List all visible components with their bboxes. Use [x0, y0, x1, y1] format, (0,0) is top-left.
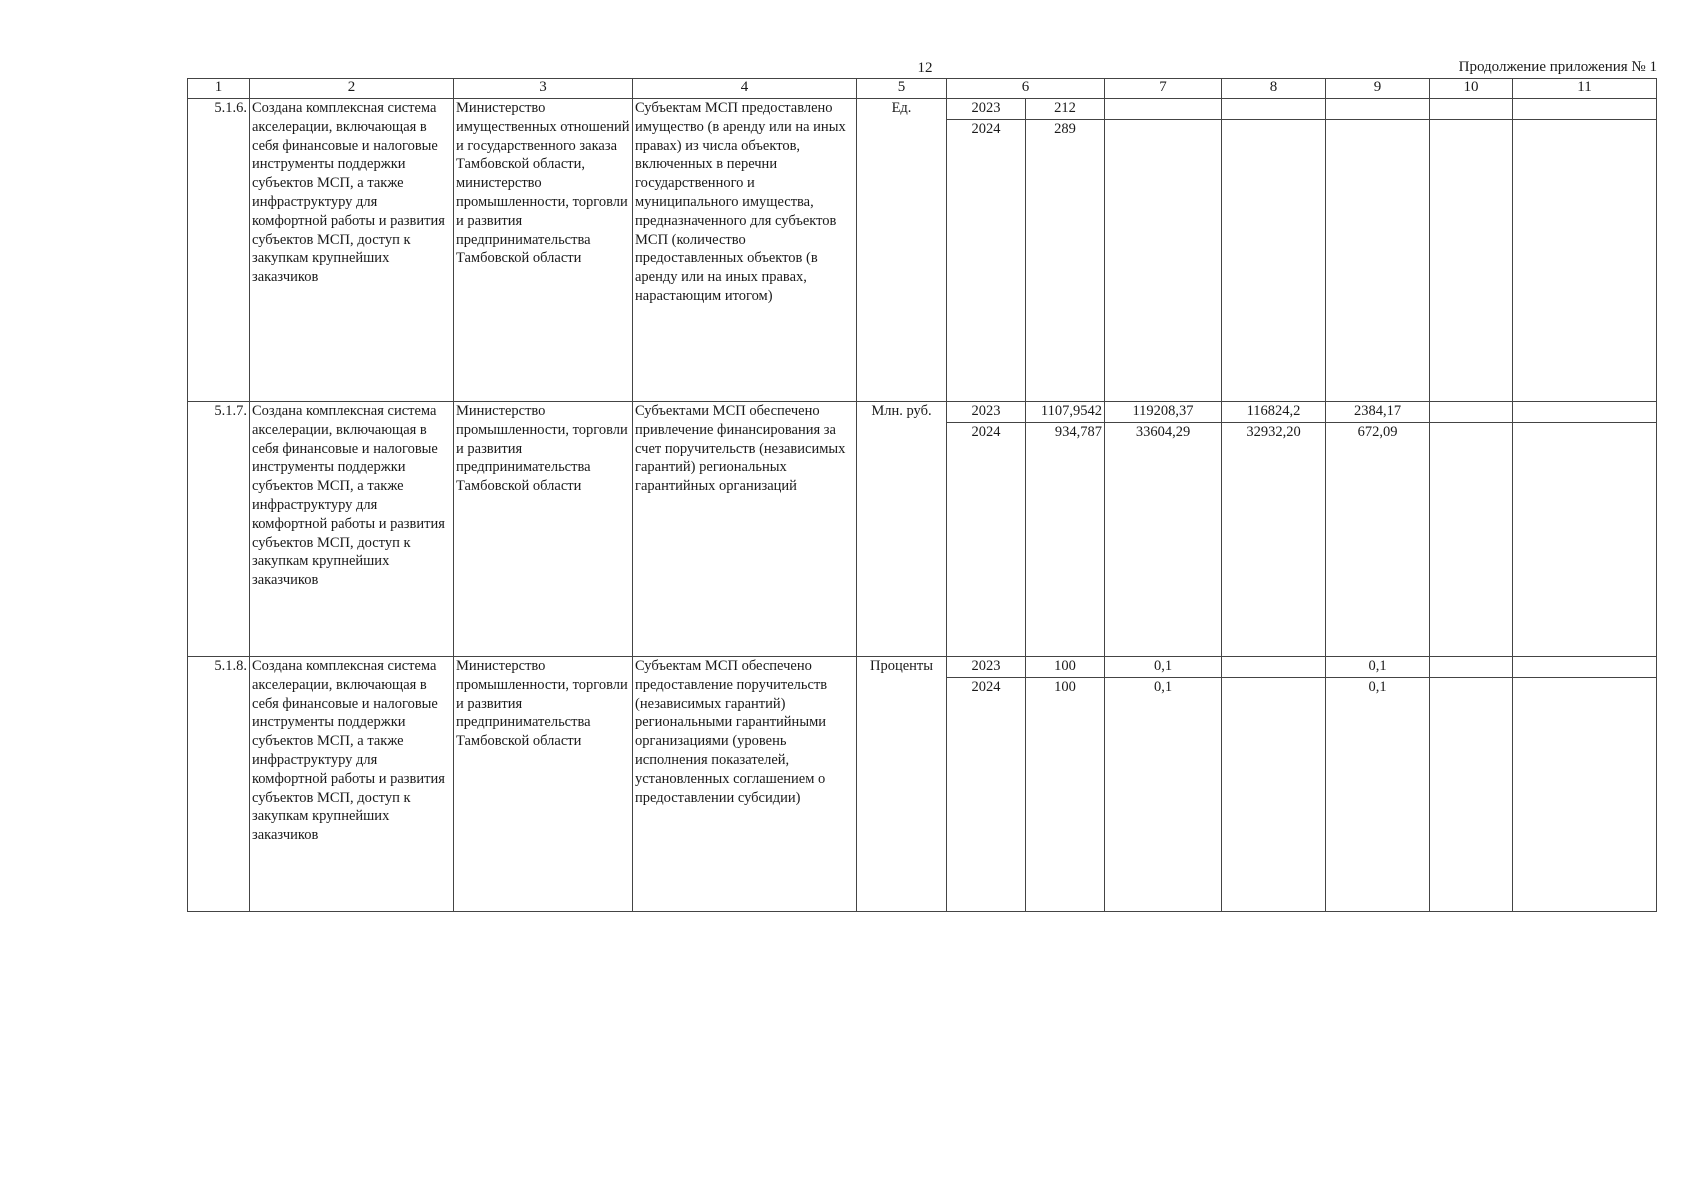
col-header-3: 3 [454, 79, 633, 99]
col9-cell: 0,1 [1326, 657, 1430, 678]
table-row [188, 99, 1657, 120]
col10-cell [1430, 402, 1513, 423]
year-cell: 2023 [947, 99, 1026, 120]
col10-cell [1430, 99, 1513, 120]
col10-cell [1430, 120, 1513, 402]
col7-cell: 33604,29 [1105, 423, 1222, 657]
col7-cell: 119208,37 [1105, 402, 1222, 423]
row-unit: Проценты [857, 657, 947, 912]
row-indicator: Субъектами МСП обеспечено привлечение финансирования за счет поручительств (независимых гарантий) региональных гарантийных организаций [633, 402, 857, 657]
col9-cell [1326, 99, 1430, 120]
col11-cell [1513, 120, 1657, 402]
col-header-11: 11 [1513, 79, 1657, 99]
year-cell: 2024 [947, 120, 1026, 402]
row-code: 5.1.6. [188, 99, 250, 402]
col8-cell [1222, 120, 1326, 402]
row-unit: Ед. [857, 99, 947, 402]
col-header-5: 5 [857, 79, 947, 99]
col11-cell [1513, 99, 1657, 120]
col-header-4: 4 [633, 79, 857, 99]
row-result: Создана комплексная система акселерации, включающая в себя финансовые и налоговые инструменты поддержки субъектов МСП, а также инфраструктуру для комфортной работы и развития субъектов МСП, доступ к закупкам крупнейших заказчиков [250, 657, 454, 912]
row-result: Создана комплексная система акселерации, включающая в себя финансовые и налоговые инструменты поддержки субъектов МСП, а также инфраструктуру для комфортной работы и развития субъектов МСП, доступ к закупкам крупнейших заказчиков [250, 402, 454, 657]
col-header-6: 6 [947, 79, 1105, 99]
row-code: 5.1.8. [188, 657, 250, 912]
value-cell: 1107,9542 [1026, 402, 1105, 423]
row-code: 5.1.7. [188, 402, 250, 657]
row-executor: Министерство имущественных отношений и государственного заказа Тамбовской области, министерство промышленности, торговли и развития предпринимательства Тамбовской области [454, 99, 633, 402]
col7-cell [1105, 99, 1222, 120]
year-cell: 2023 [947, 657, 1026, 678]
column-numbers-row [188, 79, 1657, 99]
year-cell: 2024 [947, 678, 1026, 912]
page-number: 12 [917, 60, 933, 76]
col9-cell: 2384,17 [1326, 402, 1430, 423]
col8-cell: 116824,2 [1222, 402, 1326, 423]
row-indicator: Субъектам МСП обеспечено предоставление поручительств (независимых гарантий) региональными гарантийными организациями (уровень исполнения показателей, установленных соглашением о предоставлении субсидии) [633, 657, 857, 912]
value-cell: 934,787 [1026, 423, 1105, 657]
col-header-8: 8 [1222, 79, 1326, 99]
col7-cell: 0,1 [1105, 678, 1222, 912]
col7-cell: 0,1 [1105, 657, 1222, 678]
col-header-2: 2 [250, 79, 454, 99]
row-indicator: Субъектам МСП предоставлено имущество (в аренду или на иных правах) из числа объектов, включенных в перечни государственного и муниципального имущества, предназначенного для субъектов МСП (количество предоставленных объектов (в аренду или на иных правах, нарастающим итогом) [633, 99, 857, 402]
col-header-1: 1 [188, 79, 250, 99]
year-cell: 2024 [947, 423, 1026, 657]
table-row [188, 402, 1657, 423]
value-cell: 289 [1026, 120, 1105, 402]
value-cell: 100 [1026, 678, 1105, 912]
col8-cell [1222, 678, 1326, 912]
col8-cell [1222, 657, 1326, 678]
col10-cell [1430, 423, 1513, 657]
row-executor: Министерство промышленности, торговли и развития предпринимательства Тамбовской области [454, 657, 633, 912]
col8-cell: 32932,20 [1222, 423, 1326, 657]
col9-cell [1326, 120, 1430, 402]
value-cell: 100 [1026, 657, 1105, 678]
indicators-table [187, 78, 1657, 912]
col-header-7: 7 [1105, 79, 1222, 99]
col11-cell [1513, 402, 1657, 423]
col9-cell: 0,1 [1326, 678, 1430, 912]
col-header-10: 10 [1430, 79, 1513, 99]
col7-cell [1105, 120, 1222, 402]
col11-cell [1513, 423, 1657, 657]
row-result: Создана комплексная система акселерации, включающая в себя финансовые и налоговые инструменты поддержки субъектов МСП, а также инфраструктуру для комфортной работы и развития субъектов МСП, доступ к закупкам крупнейших заказчиков [250, 99, 454, 402]
value-cell: 212 [1026, 99, 1105, 120]
col10-cell [1430, 657, 1513, 678]
col11-cell [1513, 678, 1657, 912]
col11-cell [1513, 657, 1657, 678]
continuation-label: Продолжение приложения № 1 [1458, 59, 1657, 75]
col10-cell [1430, 678, 1513, 912]
col-header-9: 9 [1326, 79, 1430, 99]
row-unit: Млн. руб. [857, 402, 947, 657]
table-row [188, 657, 1657, 678]
year-cell: 2023 [947, 402, 1026, 423]
col9-cell: 672,09 [1326, 423, 1430, 657]
col8-cell [1222, 99, 1326, 120]
row-executor: Министерство промышленности, торговли и развития предпринимательства Тамбовской области [454, 402, 633, 657]
